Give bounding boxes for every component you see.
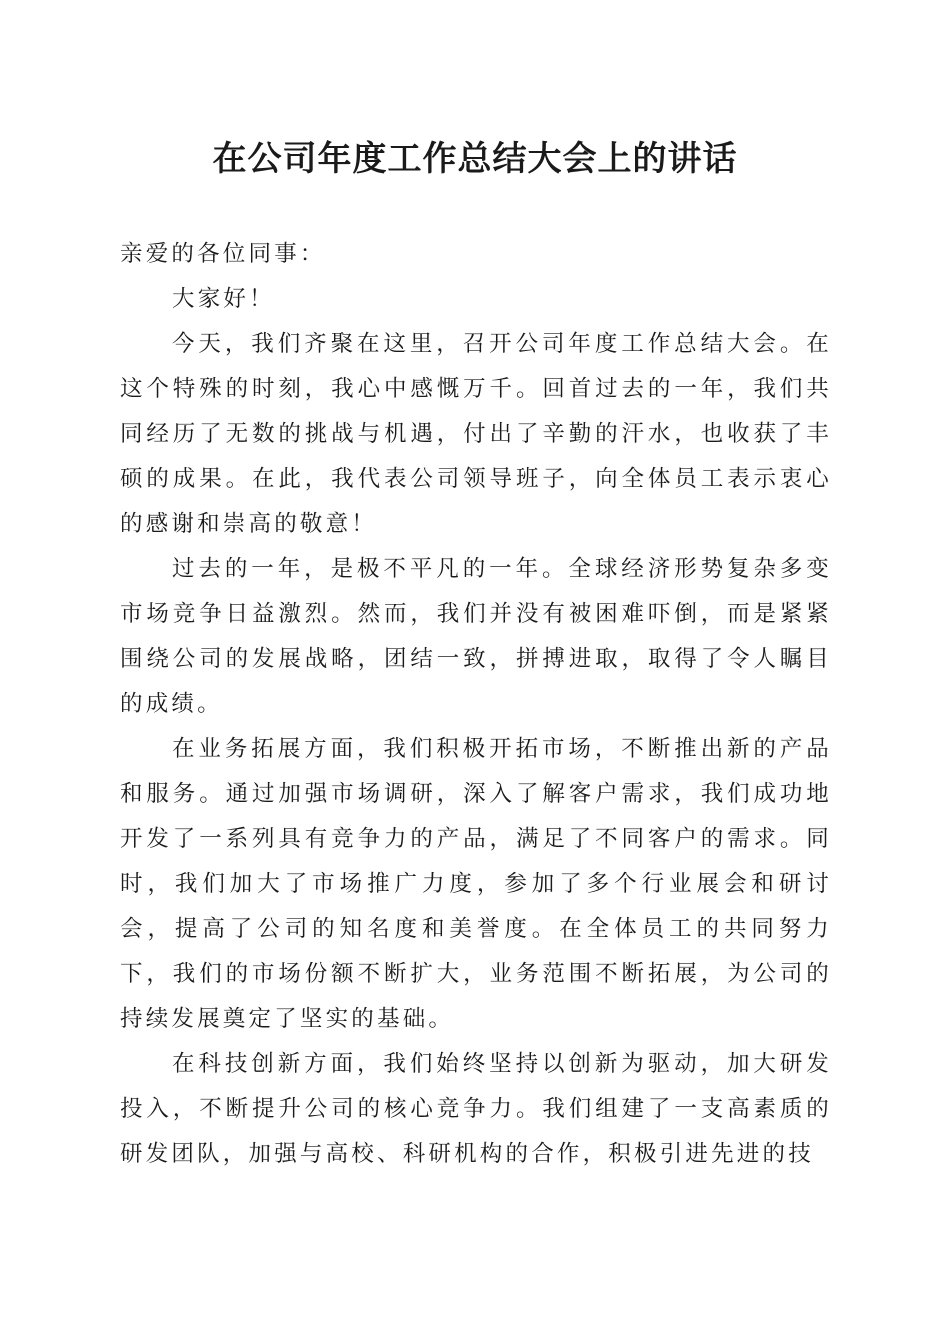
paragraph-business-expansion: 在业务拓展方面，我们积极开拓市场，不断推出新的产品和服务。通过加强市场调研，深入了解客户需求，我们成功地开发了一系列具有竞争力的产品，满足了不同客户的需求。同时，我们加大了市场推广力度，参加了多个行业展会和研讨会，提高了公司的知名度和美誉度。在全体员工的共同努力下，我们的市场份额不断扩大，业务范围不断拓展，为公司的持续发展奠定了坚实的基础。 [120, 736, 832, 1032]
document-body [120, 232, 832, 1177]
document-title: 在公司年度工作总结大会上的讲话 [212, 139, 738, 179]
paragraph-opening: 今天，我们齐聚在这里，召开公司年度工作总结大会。在这个特殊的时刻，我心中感慨万千。回首过去的一年，我们共同经历了无数的挑战与机遇，付出了辛勤的汗水，也收获了丰硕的成果。在此，我代表公司领导班子，向全体员工表示衷心的感谢和崇高的敬意！ [120, 331, 832, 537]
paragraph-past-year: 过去的一年，是极不平凡的一年。全球经济形势复杂多变市场竞争日益激烈。然而，我们并没有被困难吓倒，而是紧紧围绕公司的发展战略，团结一致，拼搏进取，取得了令人瞩目的成绩。 [120, 556, 832, 717]
paragraph-greeting: 大家好！ [172, 286, 275, 312]
paragraph-tech-innovation: 在科技创新方面，我们始终坚持以创新为驱动，加大研发投入，不断提升公司的核心竞争力。我们组建了一支高素质的研发团队，加强与高校、科研机构的合作，积极引进先进的技 [120, 1051, 832, 1167]
salutation: 亲爱的各位同事： [120, 241, 326, 267]
